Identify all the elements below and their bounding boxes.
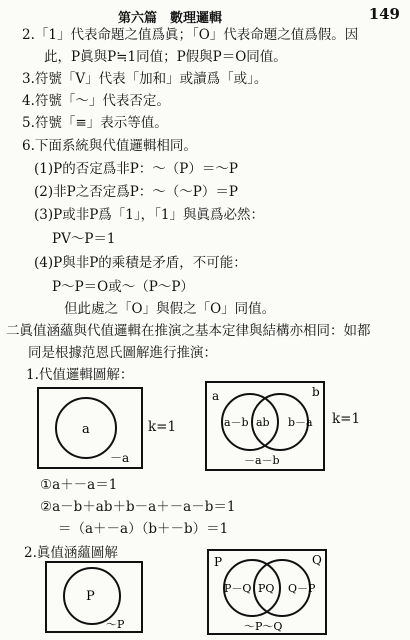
a-minus-b-label: a－b [224, 416, 249, 429]
page-number: 149 [368, 5, 400, 23]
equation-1: ①a＋－a＝1 [40, 477, 118, 493]
sub-item-3: (3)P或非P爲「1」，「1」與眞爲必然： [34, 207, 264, 223]
a-corner-label: a [212, 389, 220, 403]
chapter-title: 第六篇 數理邏輯 [118, 11, 223, 26]
venn-single-p [44, 560, 146, 636]
sub-item-4-note: 但此處之「O」與假之「O」同值。 [64, 301, 276, 317]
page-header [0, 4, 410, 26]
section-2-line-2: 同是根據范恩氏圖解進行推演： [28, 345, 217, 361]
item-3: 3.符號「V」代表「加和」或讀爲「或」。 [22, 71, 268, 87]
k-label-1: k=1 [148, 419, 177, 435]
b-corner-label: b [312, 385, 320, 399]
p-corner-label: P [214, 555, 223, 569]
sub-item-2: (2)非P之否定爲P：～（～P）＝P [34, 184, 238, 200]
pq-label: PQ [258, 582, 275, 595]
neither-label: －a－b [244, 454, 280, 467]
subsection-2-title: 2.眞值涵蘊圖解 [24, 545, 118, 561]
item-2-line-1: 2.「1」代表命題之值爲眞；「O」代表命題之值爲假。因 [22, 27, 359, 43]
set-a-label: a [82, 422, 90, 437]
complement-a-label: －a [110, 451, 130, 465]
venn-two-a-b [204, 380, 328, 474]
section-2-line-1: 二眞值涵蘊與代值邏輯在推演之基本定律與結構亦相同：如都 [6, 323, 371, 339]
q-minus-p-label: Q－P [288, 582, 316, 595]
sub-item-3-formula: PV～P＝1 [52, 231, 116, 247]
equation-2: ②a－b＋ab＋b－a＋－a－b＝1 [40, 499, 236, 515]
p-minus-q-label: P－Q [224, 582, 252, 595]
set-p-label: P [86, 589, 95, 604]
item-6: 6.下面系統與代值邏輯相同。 [22, 138, 197, 154]
q-corner-label: Q [312, 553, 322, 567]
sub-item-4-formula: P～P＝O或～（P～P） [52, 279, 194, 295]
venn-two-p-q [206, 548, 330, 638]
venn-single-a [36, 386, 146, 470]
equation-3: ＝（a＋－a）（b＋－b）＝1 [58, 521, 229, 537]
subsection-1-title: 1.代值邏輯圖解： [26, 367, 134, 383]
complement-p-label: ～P [106, 618, 125, 631]
neither-pq-label: ～P～Q [244, 620, 283, 633]
ab-label: ab [256, 416, 270, 429]
b-minus-a-label: b－a [288, 416, 313, 429]
item-5: 5.符號「≡」表示等值。 [22, 115, 168, 131]
item-2-line-2: 此，P眞與P≒1同值；P假與P＝O同值。 [44, 49, 287, 65]
k-label-2: k=1 [332, 411, 361, 427]
item-4: 4.符號「～」代表否定。 [22, 93, 170, 109]
sub-item-4: (4)P與非P的乘積是矛盾，不可能： [34, 255, 247, 271]
sub-item-1: (1)P的否定爲非P：～（P）＝～P [34, 161, 238, 177]
